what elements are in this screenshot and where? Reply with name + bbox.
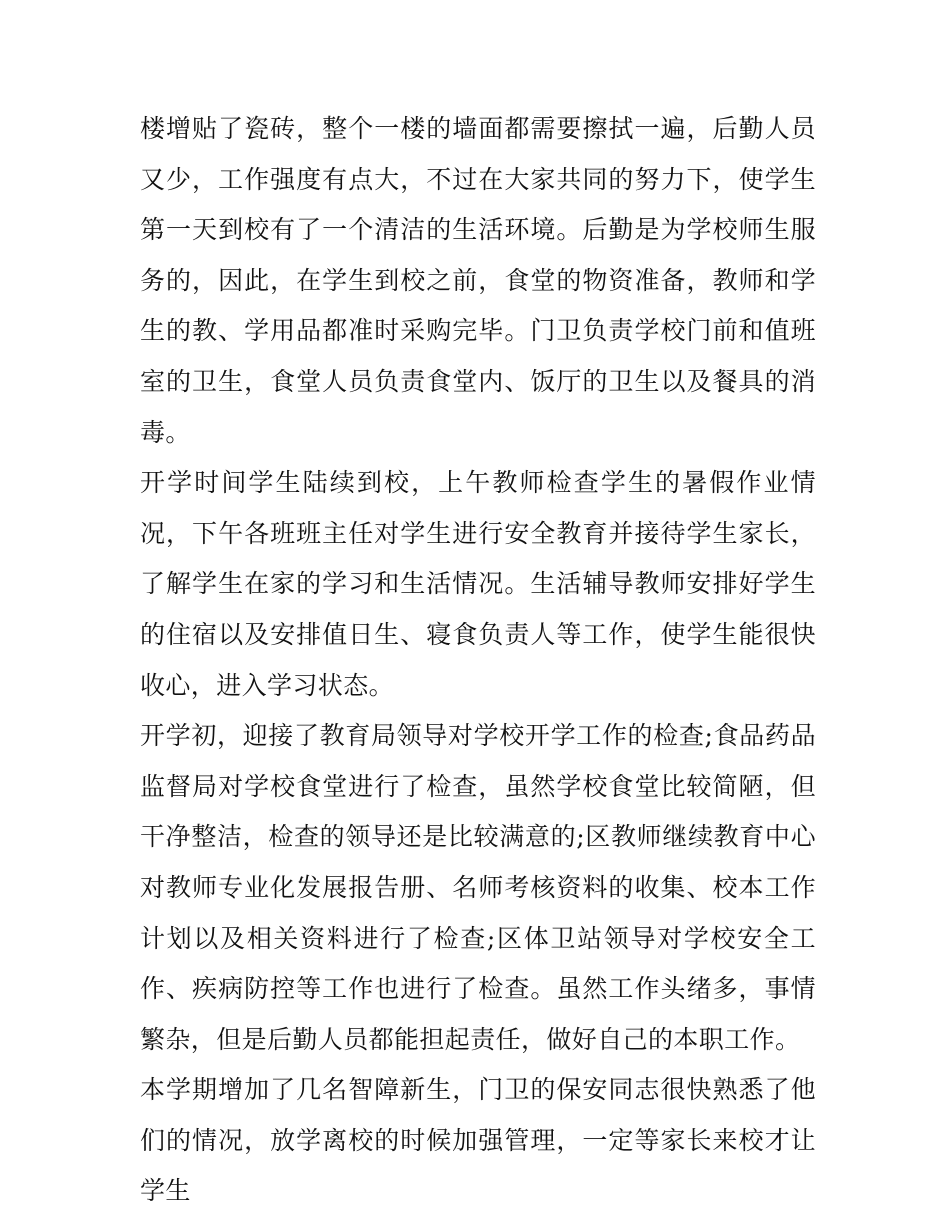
paragraph-4: 本学期增加了几名智障新生，门卫的保安同志很快熟悉了他们的情况，放学离校的时候加强管理，一定等家长来校才让学生 xyxy=(140,1075,816,1206)
paragraph-2: 开学时间学生陆续到校，上午教师检查学生的暑假作业情况，下午各班班主任对学生进行安全教育并接待学生家长，了解学生在家的学习和生活情况。生活辅导教师安排好学生的住宿以及安排值日生、寝食负责人等工作，使学生能很快收心，进入学习状态。 xyxy=(140,468,816,700)
paragraph-3: 开学初，迎接了教育局领导对学校开学工作的检查;食品药品监督局对学校食堂进行了检查，虽然学校食堂比较简陋，但干净整洁，检查的领导还是比较满意的;区教师继续教育中心对教师专业化发展报告册、名师考核资料的收集、校本工作计划以及相关资料进行了检查;区体卫站领导对学校安全工作、疾病防控等工作也进行了检查。虽然工作头绪多，事情繁杂，但是后勤人员都能担起责任，做好自己的本职工作。 xyxy=(140,721,816,1054)
paragraph-1: 楼增贴了瓷砖，整个一楼的墙面都需要擦拭一遍，后勤人员又少，工作强度有点大，不过在大家共同的努力下，使学生第一天到校有了一个清洁的生活环境。后勤是为学校师生服务的，因此，在学生到校之前，食堂的物资准备，教师和学生的教、学用品都准时采购完毕。门卫负责学校门前和值班室的卫生，食堂人员负责食堂内、饭厅的卫生以及餐具的消毒。 xyxy=(140,114,816,447)
document-body xyxy=(140,104,816,1217)
